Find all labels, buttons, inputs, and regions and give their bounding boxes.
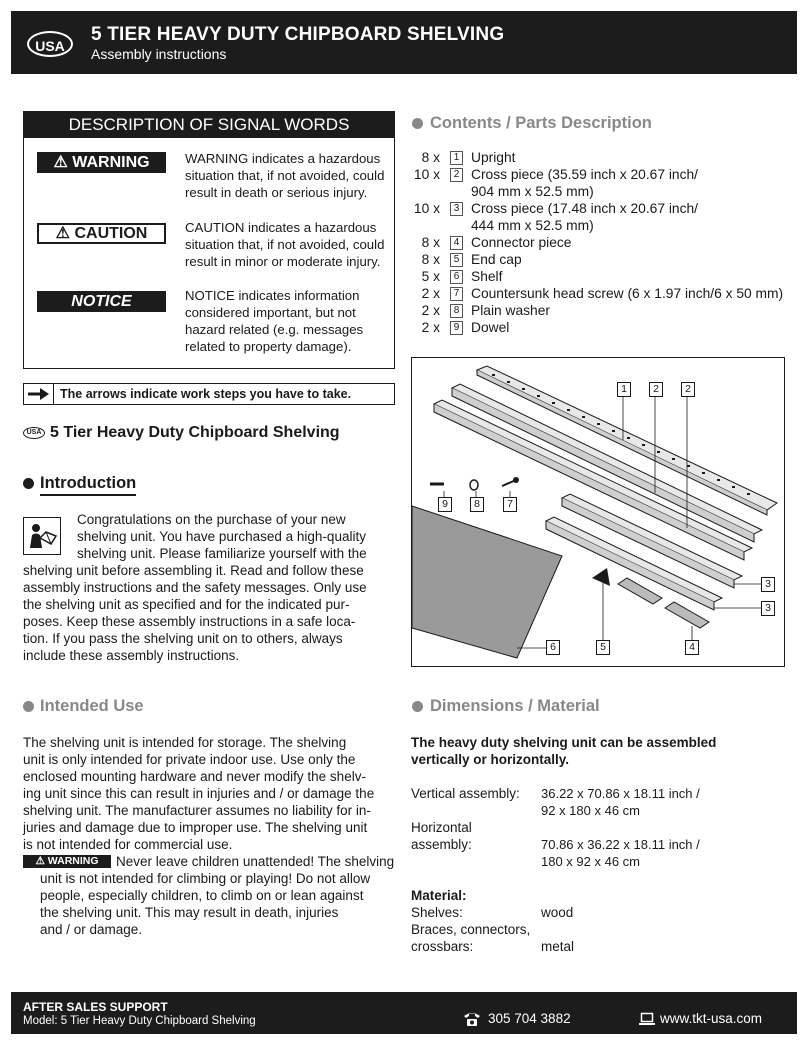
intro-line: the shelving unit as specified and for the indicated pur-: [23, 597, 350, 612]
read-manual-icon: [23, 517, 61, 555]
intro-line: shelving unit before assembling it. Read and follow these: [23, 563, 364, 578]
warning-line: unit is not intended for climbing or playing! Do not allow: [40, 871, 371, 886]
warning-line: and / or damage.: [40, 922, 143, 937]
callout-1: 1: [617, 382, 631, 397]
intended-use-line: enclosed mounting hardware and never modify the shelv-: [23, 769, 366, 784]
bullet-icon: [23, 478, 34, 489]
dimensions-intro: The heavy duty shelving unit can be assembled: [411, 735, 717, 750]
callout-2: 2: [681, 382, 695, 397]
signal-words-heading: DESCRIPTION OF SIGNAL WORDS: [24, 112, 394, 138]
callout-4: 4: [685, 640, 699, 655]
callout-7: 7: [503, 497, 517, 512]
callout-5: 5: [596, 640, 610, 655]
notice-label: NOTICE: [37, 291, 166, 312]
warning-triangle-icon: ⚠: [35, 855, 48, 867]
footer-phone[interactable]: 305 704 3882: [488, 1011, 571, 1026]
warning-label: ⚠ WARNING: [37, 152, 166, 173]
arrow-note-text: The arrows indicate work steps you have to take.: [60, 387, 352, 401]
inline-warning-label: ⚠ WARNING: [23, 855, 111, 868]
callout-6: 6: [546, 640, 560, 655]
intro-line: tion. If you pass the shelving unit on to others, always: [23, 631, 343, 646]
intended-use-line: juries and damage due to improper use. The shelving unit: [23, 820, 368, 835]
laptop-icon: [639, 1012, 655, 1026]
caution-label: ⚠ CAUTION: [37, 223, 166, 244]
footer-model: Model: 5 Tier Heavy Duty Chipboard Shelving: [23, 1015, 256, 1027]
intro-line: Congratulations on the purchase of your new: [77, 512, 346, 527]
callout-9: 9: [438, 497, 452, 512]
caution-triangle-icon: ⚠: [55, 225, 75, 242]
page-subtitle: Assembly instructions: [91, 46, 227, 62]
warning-line: Never leave children unattended! The shelving: [116, 854, 395, 869]
bullet-icon: [412, 701, 423, 712]
warning-description: WARNING indicates a hazardous situation that, if not avoided, could result in death or serious injury.: [185, 151, 385, 200]
vertical-label: Vertical assembly:: [411, 786, 520, 801]
usa-small-logo: USA: [23, 427, 45, 439]
intro-line: shelving unit. Please familiarize yourself with the: [77, 546, 367, 561]
intended-use-line: shelving unit. The manufacturer assumes no liability for in-: [23, 803, 371, 818]
horizontal-value: 180 x 92 x 46 cm: [541, 854, 640, 869]
bullet-icon: [23, 701, 34, 712]
horizontal-label: Horizontal: [411, 820, 472, 835]
horizontal-value: 70.86 x 36.22 x 18.11 inch /: [541, 837, 700, 852]
phone-icon: [463, 1011, 481, 1027]
callout-8: 8: [470, 497, 484, 512]
intended-use-line: The shelving unit is intended for storage. The shelving: [23, 735, 347, 750]
contents-heading: Contents / Parts Description: [430, 114, 652, 132]
braces-label: Braces, connectors,: [411, 922, 531, 937]
vertical-value: 92 x 180 x 46 cm: [541, 803, 640, 818]
warning-triangle-icon: ⚠: [53, 154, 73, 171]
intended-use-line: ing unit since this can result in injuries and / or damage the: [23, 786, 375, 801]
intro-line: shelving unit. You have purchased a high-quality: [77, 529, 366, 544]
intended-use-heading: Intended Use: [40, 697, 144, 715]
braces-label: crossbars:: [411, 939, 474, 954]
warning-line: the shelving unit. This may result in death, injuries: [40, 905, 339, 920]
material-heading: Material:: [411, 888, 467, 903]
callout-3: 3: [761, 577, 775, 592]
intended-use-line: unit is only intended for private indoor use. Use only the: [23, 752, 356, 767]
product-title: 5 Tier Heavy Duty Chipboard Shelving: [50, 424, 340, 441]
footer-title: AFTER SALES SUPPORT: [23, 1000, 168, 1014]
intended-use-line: is not intended for commercial use.: [23, 837, 233, 852]
page-title: 5 TIER HEAVY DUTY CHIPBOARD SHELVING: [91, 24, 505, 45]
shelves-value: wood: [541, 905, 574, 920]
callout-3: 3: [761, 601, 775, 616]
parts-drawing: [412, 358, 784, 666]
braces-value: metal: [541, 939, 575, 954]
vertical-value: 36.22 x 70.86 x 18.11 inch /: [541, 786, 700, 801]
callout-2: 2: [649, 382, 663, 397]
dimensions-heading: Dimensions / Material: [430, 697, 600, 715]
introduction-heading: Introduction: [40, 474, 136, 496]
usa-logo: USA: [27, 31, 73, 57]
intro-line: poses. Keep these assembly instructions in a safe loca-: [23, 614, 356, 629]
footer-website[interactable]: www.tkt-usa.com: [660, 1011, 763, 1026]
caution-description: CAUTION indicates a hazardous situation that, if not avoided, could result in minor or moderate injury.: [185, 220, 385, 269]
intro-line: assembly instructions and the safety messages. Only use: [23, 580, 367, 595]
intro-line: include these assembly instructions.: [23, 648, 240, 663]
horizontal-label: assembly:: [411, 837, 472, 852]
bullet-icon: [412, 118, 423, 129]
dimensions-intro: vertically or horizontally.: [411, 752, 570, 767]
shelves-label: Shelves:: [411, 905, 463, 920]
notice-description: NOTICE indicates information considered important, but not hazard related (e.g. messages related to property damage).: [185, 288, 364, 354]
warning-line: people, especially children, to climb on or lean against: [40, 888, 364, 903]
parts-illustration: [411, 357, 785, 667]
arrow-right-icon: [24, 384, 54, 404]
